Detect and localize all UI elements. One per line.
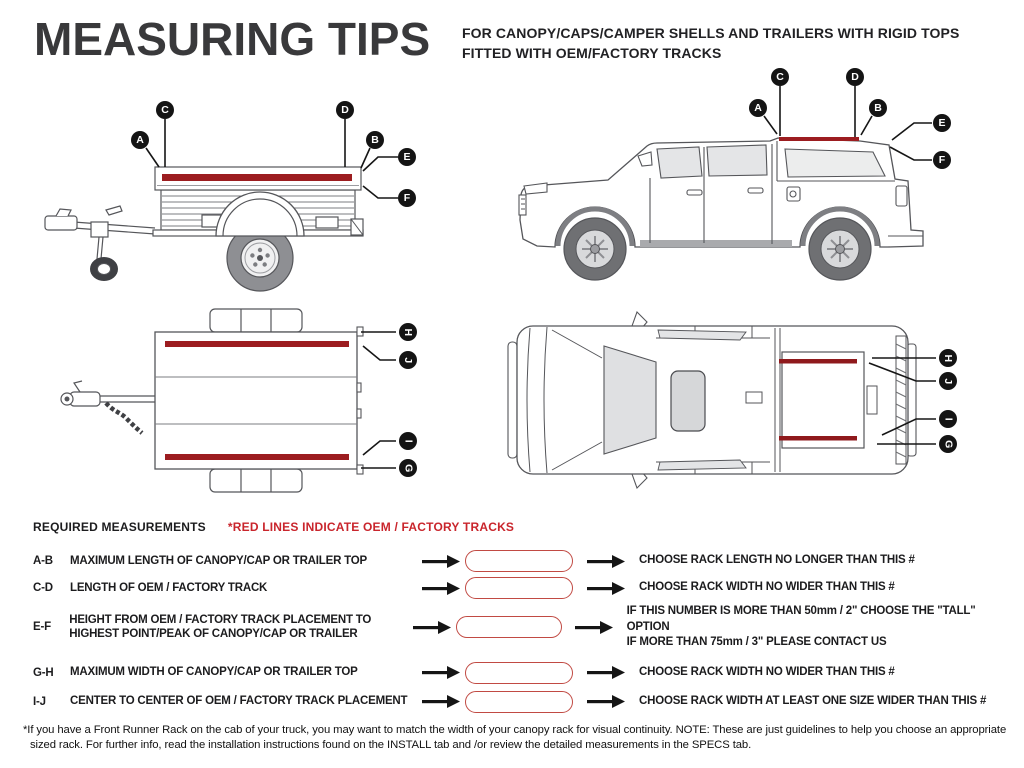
callout-h [399, 323, 417, 341]
measurement-value-box [465, 662, 573, 684]
callout-i [939, 410, 957, 428]
callout-label: E [938, 116, 946, 129]
measurement-key: A-B [33, 555, 53, 567]
callout-label: H [942, 354, 955, 362]
truck-top-view-figure [490, 300, 1024, 515]
callout-label: B [371, 133, 379, 146]
measurement-row-ab [33, 550, 1013, 572]
callout-d [846, 68, 864, 86]
arrow-right-icon [582, 666, 630, 679]
truck-side-view-figure [490, 60, 1024, 290]
measurement-row-gh [33, 662, 1013, 684]
arrow-right-icon [582, 582, 630, 595]
measurement-key: G-H [33, 666, 54, 679]
callout-label: I [402, 439, 415, 443]
callout-leader-lines [361, 332, 396, 468]
callout-c [156, 101, 174, 119]
safety-chain [106, 403, 142, 433]
callout-a [749, 99, 767, 117]
callout-j [939, 372, 957, 390]
measurement-value-box [465, 691, 573, 713]
trailer-side-view-figure [20, 80, 440, 300]
measurement-guide: CHOOSE RACK WIDTH NO WIDER THAN THIS # [639, 665, 895, 678]
measurements-section [33, 520, 1013, 718]
callout-label: A [136, 133, 144, 146]
callout-e [398, 148, 416, 166]
measurement-desc: LENGTH OF OEM / FACTORY TRACK [70, 581, 268, 594]
callout-g [939, 435, 957, 453]
callout-label: I [942, 417, 955, 421]
callout-j [399, 351, 417, 369]
measurement-desc: CENTER TO CENTER OF OEM / FACTORY TRACK PLACEMENT [70, 695, 408, 708]
measurement-key: I-J [33, 695, 46, 708]
measurement-desc-line1: HEIGHT FROM OEM / FACTORY TRACK PLACEMENT TO [69, 613, 372, 626]
truck-top-illustration [490, 300, 1024, 515]
measurement-desc: MAXIMUM WIDTH OF CANOPY/CAP OR TRAILER TOP [70, 666, 358, 679]
oem-track-line [165, 454, 349, 460]
measurement-key: E-F [33, 621, 51, 634]
trailer-top-view-figure [20, 300, 450, 505]
callout-label: D [851, 70, 859, 83]
callout-label: D [341, 103, 349, 116]
measurement-guide: CHOOSE RACK LENGTH NO LONGER THAN THIS # [639, 554, 915, 567]
measurements-heading-row [33, 520, 1013, 534]
rear-wheel [809, 218, 871, 280]
footnote: *If you have a Front Runner Rack on the cab of your truck, you may want to match the width of your canopy rack for visual continuity. NOTE: These are just guidelines to help you choose an appropriate sized rack. For further info, read the installation instructions found on the INSTALL tab and /or review the detailed measurements in the SPECS tab. [23, 724, 1007, 752]
front-wheel [564, 218, 626, 280]
subtitle-line-1: FOR CANOPY/CAPS/CAMPER SHELLS AND TRAILERS WITH RIGID TOPS [462, 25, 960, 41]
arrow-right-icon [417, 666, 465, 679]
arrow-right-icon [571, 621, 618, 634]
callout-label: H [402, 328, 415, 336]
callout-a [131, 131, 149, 149]
arrow-right-icon [582, 695, 630, 708]
callout-i [399, 432, 417, 450]
callout-label: C [776, 70, 784, 83]
measurement-row-ef [33, 604, 1013, 651]
callout-e [933, 114, 951, 132]
measurement-desc-line2: HIGHEST POINT/PEAK OF CANOPY/CAP OR TRAILER [69, 628, 358, 641]
measurement-key: C-D [33, 582, 53, 594]
measurement-guide-line2: IF MORE THAN 75mm / 3" PLEASE CONTACT US [626, 636, 887, 649]
page-title: MEASURING TIPS [34, 13, 431, 65]
callout-label: J [402, 357, 415, 363]
measurement-guide [627, 604, 1013, 651]
arrow-right-icon [409, 621, 456, 634]
callout-label: G [402, 463, 415, 473]
arrow-right-icon [582, 555, 630, 568]
measurement-row-cd [33, 577, 1013, 599]
callout-f [398, 189, 416, 207]
callout-c [771, 68, 789, 86]
measurement-guide: CHOOSE RACK WIDTH AT LEAST ONE SIZE WIDER THAN THIS # [639, 694, 987, 707]
oem-track-line [165, 341, 349, 347]
trailer-top-illustration [20, 300, 450, 505]
measurement-value-box [465, 577, 573, 599]
callout-label: G [942, 439, 955, 449]
callout-h [939, 349, 957, 367]
truck-side-illustration [490, 60, 1024, 290]
arrow-right-icon [417, 582, 465, 595]
callout-d [336, 101, 354, 119]
callout-label: A [754, 101, 762, 114]
callout-b [366, 131, 384, 149]
red-lines-legend: *RED LINES INDICATE OEM / FACTORY TRACKS [227, 520, 515, 534]
oem-track-line [779, 436, 857, 441]
page-subtitle [462, 23, 959, 64]
callout-g [399, 459, 417, 477]
arrow-right-icon [417, 555, 465, 568]
oem-track-line [779, 137, 859, 141]
callout-label: F [403, 191, 411, 204]
trailer-side-illustration [20, 80, 440, 300]
subtitle-line-2: FITTED WITH OEM/FACTORY TRACKS [462, 45, 722, 62]
measurements-heading: REQUIRED MEASUREMENTS [33, 520, 206, 534]
measurement-guide-line1: IF THIS NUMBER IS MORE THAN 50mm / 2" CHOOSE THE "TALL" OPTION [626, 605, 976, 633]
arrow-right-icon [417, 695, 465, 708]
measurement-desc: MAXIMUM LENGTH OF CANOPY/CAP OR TRAILER TOP [70, 554, 368, 567]
callout-label: C [161, 103, 169, 116]
measurement-value-box [465, 550, 573, 572]
oem-track-line [779, 359, 857, 364]
measurement-row-ij [33, 691, 1013, 713]
callout-label: B [874, 101, 882, 114]
callout-label: F [938, 153, 946, 166]
measurement-value-box [456, 616, 562, 638]
measurement-desc [69, 613, 409, 642]
callout-label: J [942, 378, 955, 384]
oem-track-line [162, 174, 352, 181]
callout-label: E [403, 150, 411, 163]
callout-f [933, 151, 951, 169]
callout-b [869, 99, 887, 117]
measurement-guide: CHOOSE RACK WIDTH NO WIDER THAN THIS # [639, 581, 895, 594]
